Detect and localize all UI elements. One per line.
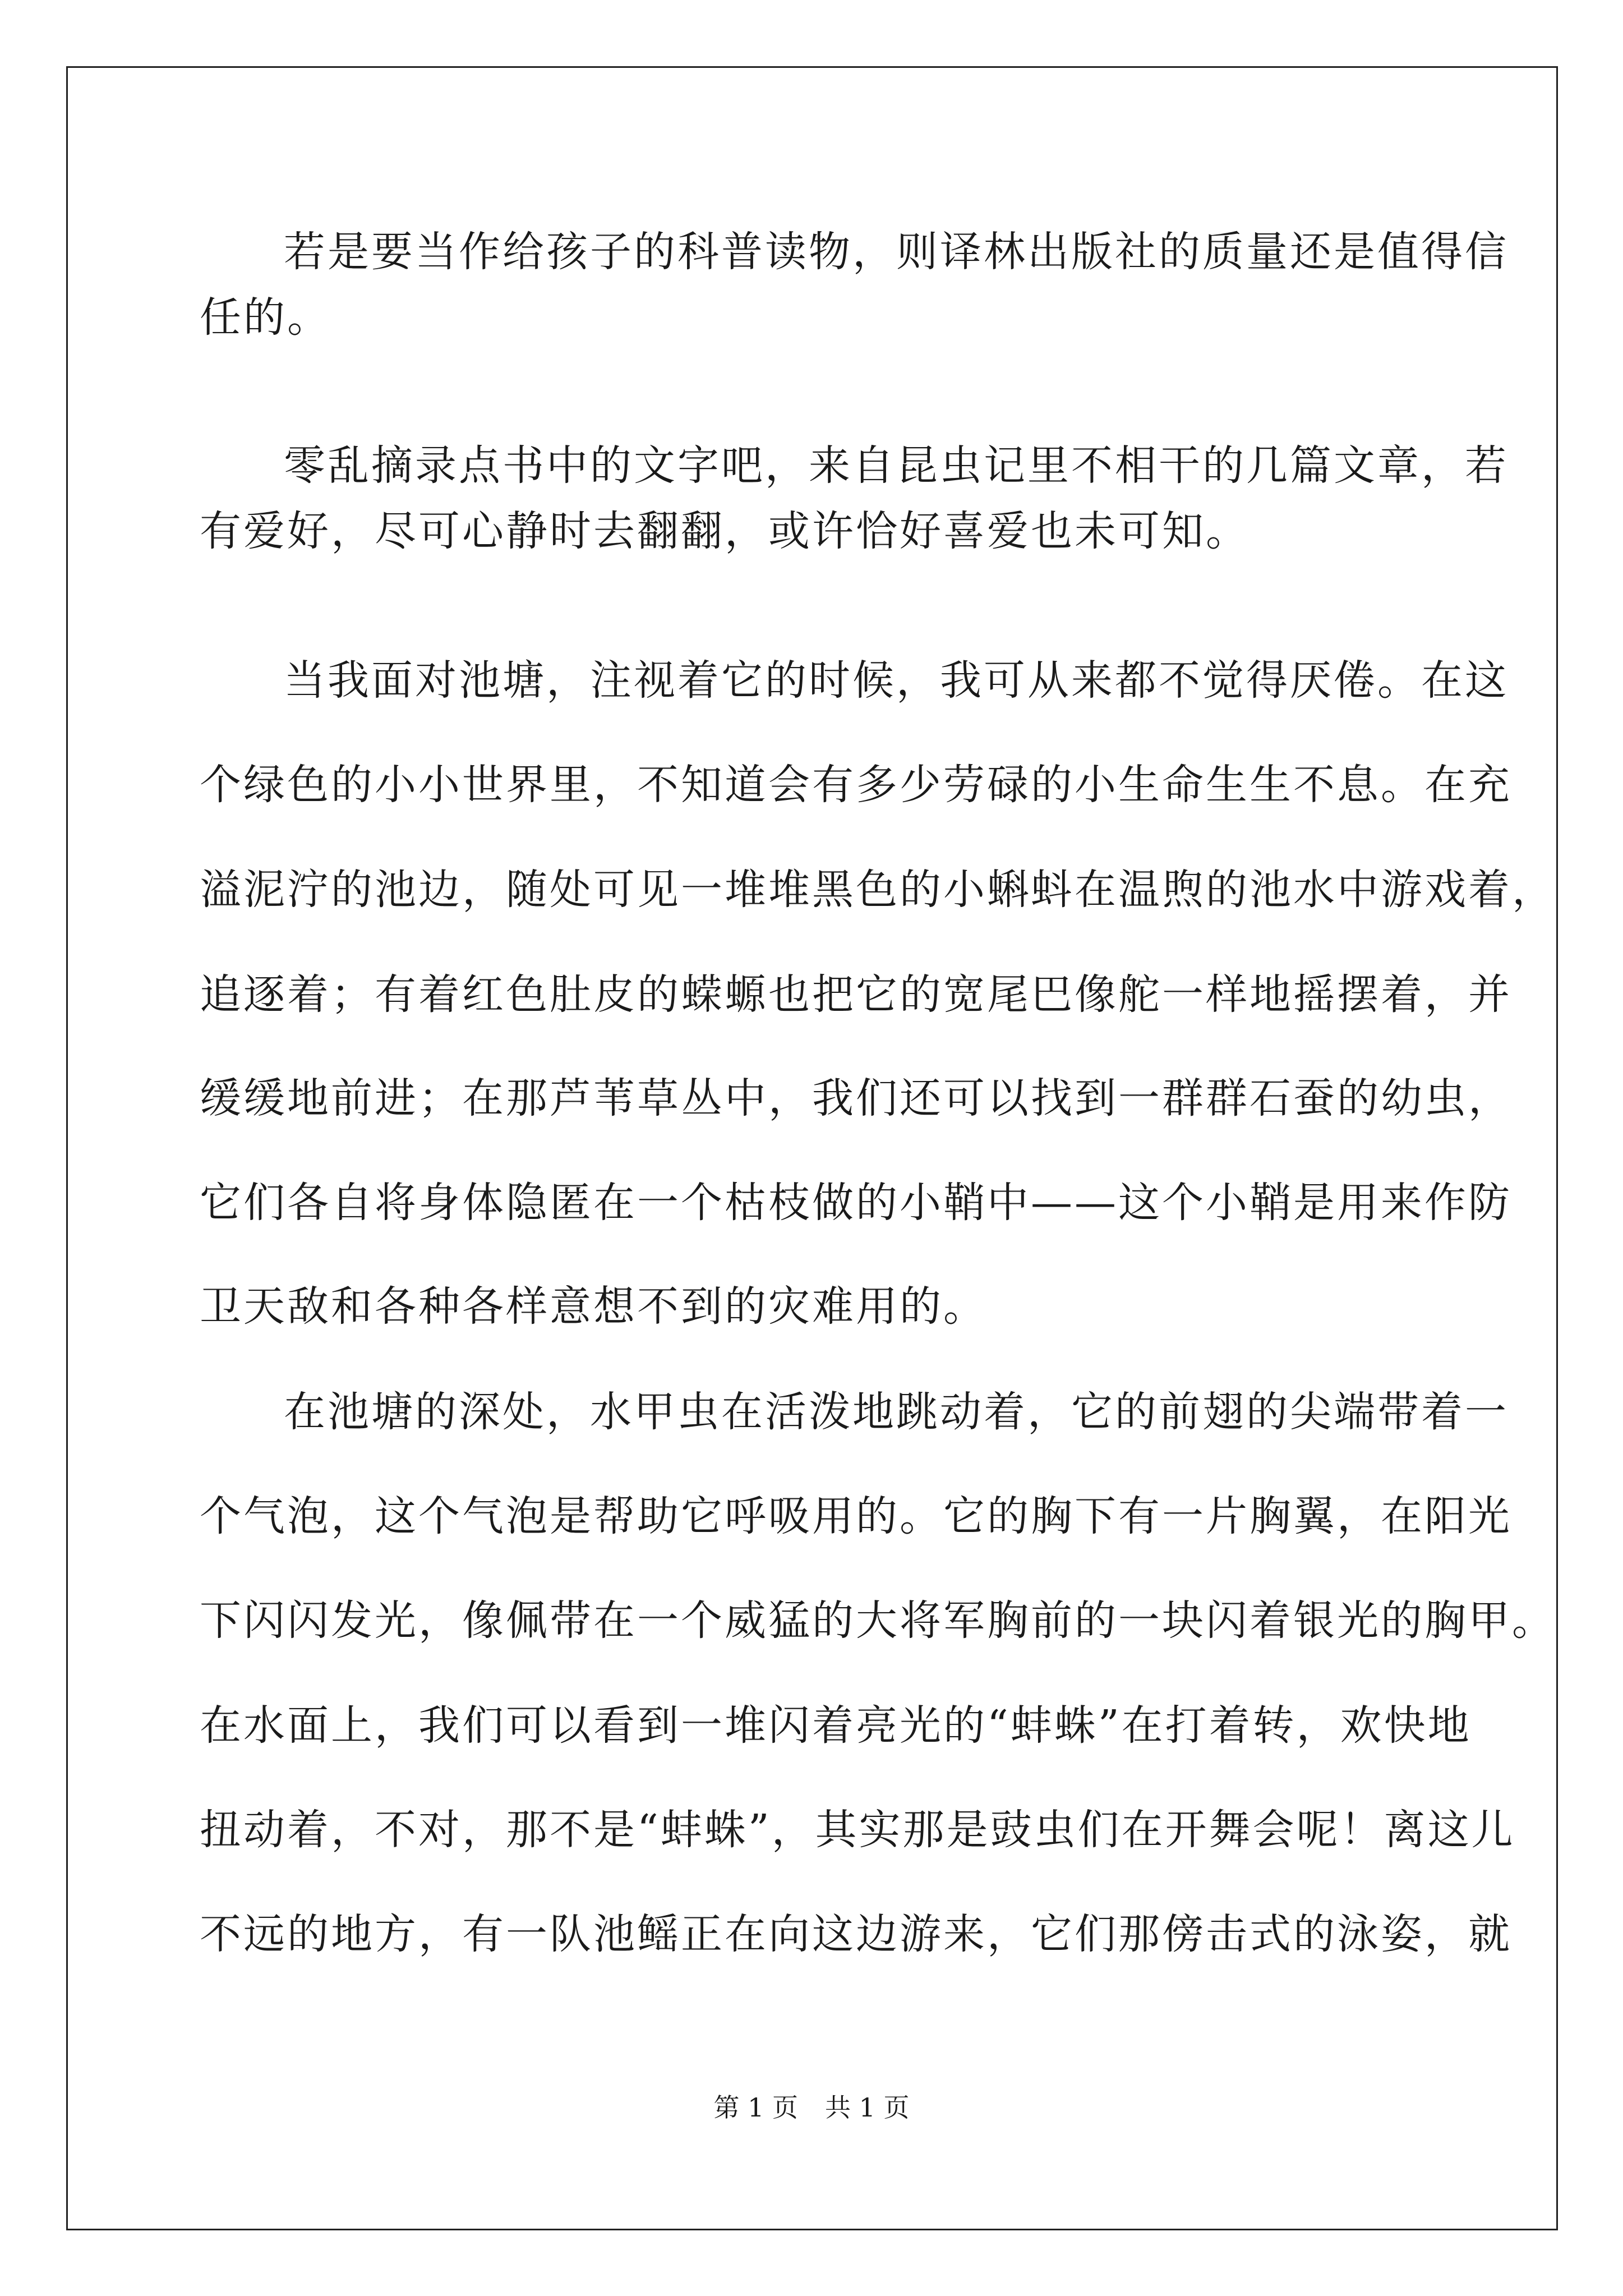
paragraph-4-line-2: 个气泡，这个气泡是帮助它呼吸用的。它的胸下有一片胸翼，在阳光 xyxy=(200,1492,1512,1540)
page-number-current: 第 1 页 xyxy=(713,2092,798,2123)
page-border xyxy=(66,66,1558,2230)
paragraph-3-line-6: 它们各自将身体隐匿在一个枯枝做的小鞘中——这个小鞘是用来作防 xyxy=(200,1179,1512,1227)
paragraph-3-line-3: 溢泥泞的池边，随处可见一堆堆黑色的小蝌蚪在温煦的池水中游戏着， xyxy=(200,866,1556,914)
paragraph-4-line-3: 下闪闪发光，像佩带在一个威猛的大将军胸前的一块闪着银光的胸甲。 xyxy=(200,1596,1556,1645)
paragraph-3-line-5: 缓缓地前进；在那芦苇草丛中，我们还可以找到一群群石蚕的幼虫， xyxy=(200,1074,1512,1122)
paragraph-3-line-2: 个绿色的小小世界里，不知道会有多少劳碌的小生命生生不息。在充 xyxy=(200,761,1512,809)
paragraph-4-line-5: 扭动着，不对，那不是“蚌蛛”，其实那是豉虫们在开舞会呢！离这儿 xyxy=(200,1806,1515,1854)
paragraph-2-line-2: 有爱好，尽可心静时去翻翻，或许恰好喜爱也未可知。 xyxy=(200,507,1249,555)
paragraph-3-line-7: 卫天敌和各种各样意想不到的灾难用的。 xyxy=(200,1282,987,1331)
page-number-total: 共 1 页 xyxy=(825,2092,910,2123)
paragraph-1-line-1: 若是要当作给孩子的科普读物，则译林出版社的质量还是值得信 xyxy=(284,228,1509,276)
paragraph-1-line-2: 任的。 xyxy=(200,293,331,342)
page-footer xyxy=(0,2092,1623,2123)
paragraph-2-line-1: 零乱摘录点书中的文字吧，来自昆虫记里不相干的几篇文章，若 xyxy=(284,441,1509,490)
paragraph-4-line-1: 在池塘的深处，水甲虫在活泼地跳动着，它的前翅的尖端带着一 xyxy=(284,1388,1509,1436)
paragraph-4-line-6: 不远的地方，有一队池鳐正在向这边游来，它们那傍击式的泳姿，就 xyxy=(200,1910,1512,1958)
paragraph-3-line-1: 当我面对池塘，注视着它的时候，我可从来都不觉得厌倦。在这 xyxy=(284,656,1509,705)
paragraph-3-line-4: 追逐着；有着红色肚皮的蝾螈也把它的宽尾巴像舵一样地摇摆着，并 xyxy=(200,970,1512,1019)
paragraph-4-line-4: 在水面上，我们可以看到一堆闪着亮光的“蚌蛛”在打着转，欢快地 xyxy=(200,1701,1472,1750)
